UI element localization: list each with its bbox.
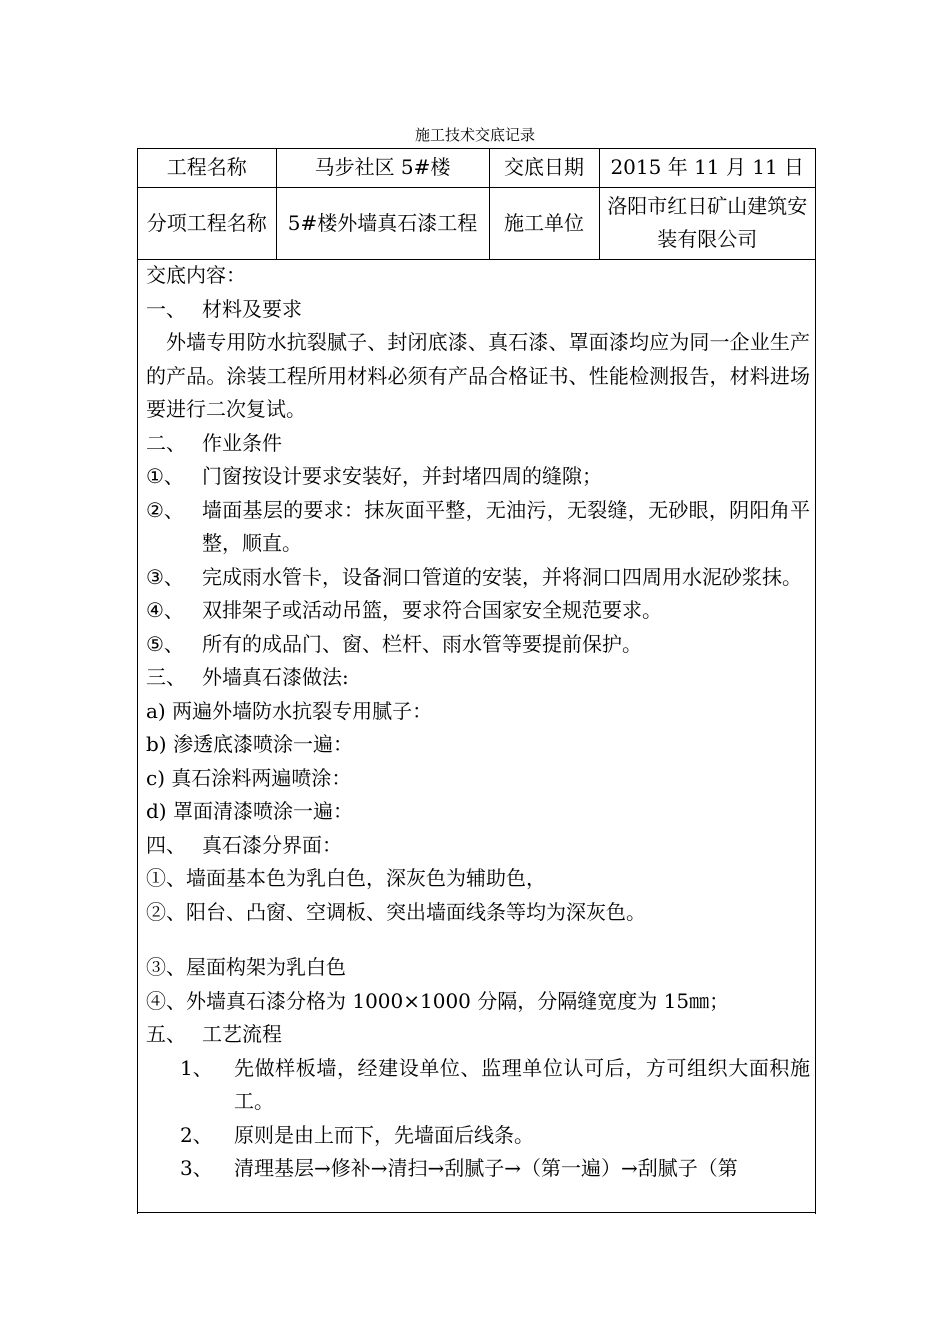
item-text: 所有的成品门、窗、栏杆、雨水管等要提前保护。 bbox=[202, 631, 642, 656]
item-text: 门窗按设计要求安装好，并封堵四周的缝隙； bbox=[202, 464, 602, 488]
item-text: 清理基层→修补→清扫→刮腻子→（第一遍）→刮腻子（第 bbox=[234, 1156, 738, 1180]
list-item bbox=[146, 460, 810, 494]
list-item bbox=[146, 1052, 810, 1119]
disclosure-date-value: 2015 年 11 月 11 日 bbox=[599, 149, 815, 187]
project-name-label: 工程名称 bbox=[138, 149, 276, 187]
project-name-value: 马步社区 5#楼 bbox=[276, 149, 489, 187]
section-title: 作业条件 bbox=[202, 430, 282, 455]
item-number: ③、 bbox=[146, 564, 184, 589]
project-info-table bbox=[138, 149, 815, 260]
subproject-name-label: 分项工程名称 bbox=[138, 187, 276, 259]
list-item: ①、墙面基本色为乳白色，深灰色为辅助色， bbox=[146, 866, 546, 890]
section-heading-method bbox=[146, 661, 810, 695]
list-item bbox=[146, 628, 810, 662]
section-title: 真石漆分界面： bbox=[202, 832, 342, 857]
project-info-row bbox=[138, 149, 815, 187]
list-item bbox=[146, 1119, 810, 1153]
item-number: 3、 bbox=[180, 1156, 213, 1180]
section-title: 材料及要求 bbox=[202, 296, 302, 321]
construction-unit-value: 洛阳市红日矿山建筑安装有限公司 bbox=[599, 187, 815, 259]
item-number: ④、 bbox=[146, 598, 184, 622]
item-number: 2、 bbox=[180, 1122, 213, 1147]
item-number: ①、 bbox=[146, 464, 184, 488]
section-number: 四、 bbox=[146, 832, 186, 857]
materials-paragraph: 外墙专用防水抗裂腻子、封闭底漆、真石漆、罩面漆均应为同一企业生产的产品。涂装工程所用材料必须有产品合格证书、性能检测报告，材料进场要进行二次复试。 bbox=[146, 330, 810, 421]
item-number: ②、 bbox=[146, 497, 184, 522]
content-label: 交底内容： bbox=[146, 263, 246, 287]
section-heading-interface bbox=[146, 829, 810, 863]
item-text: 先做样板墙，经建设单位、监理单位认可后，方可组织大面积施工。 bbox=[234, 1055, 810, 1113]
section-number: 一、 bbox=[146, 296, 186, 321]
subproject-info-row bbox=[138, 187, 815, 259]
subproject-name-value: 5#楼外墙真石漆工程 bbox=[276, 187, 489, 259]
section-number: 三、 bbox=[146, 665, 186, 689]
section-title: 工艺流程 bbox=[202, 1022, 282, 1046]
item-number: ⑤、 bbox=[146, 631, 184, 656]
item-text: 双排架子或活动吊篮，要求符合国家安全规范要求。 bbox=[202, 598, 662, 622]
item-text: 完成雨水管卡，设备洞口管道的安装，并将洞口四周用水泥砂浆抹。 bbox=[202, 564, 802, 589]
list-item bbox=[146, 561, 810, 595]
disclosure-content bbox=[146, 259, 810, 1186]
disclosure-record-sheet bbox=[137, 148, 816, 1214]
disclosure-date-label: 交底日期 bbox=[489, 149, 599, 187]
list-item bbox=[146, 594, 810, 628]
list-item: b) 渗透底漆喷涂一遍： bbox=[146, 732, 353, 756]
list-item: d) 罩面清漆喷涂一遍： bbox=[146, 799, 353, 823]
section-heading-conditions bbox=[146, 427, 810, 461]
section-heading-process bbox=[146, 1018, 810, 1052]
list-item: ④、外墙真石漆分格为 1000×1000 分隔，分隔缝宽度为 15㎜； bbox=[146, 988, 730, 1013]
list-item bbox=[146, 1152, 810, 1186]
list-item: c) 真石涂料两遍喷涂： bbox=[146, 765, 352, 790]
list-item bbox=[146, 494, 810, 561]
item-number: 1、 bbox=[180, 1055, 213, 1080]
section-title: 外墙真石漆做法: bbox=[202, 665, 349, 689]
list-item: ③、屋面构架为乳白色 bbox=[146, 955, 346, 979]
list-item: ②、阳台、凸窗、空调板、突出墙面线条等均为深灰色。 bbox=[146, 899, 646, 924]
section-number: 五、 bbox=[146, 1022, 186, 1046]
item-text: 原则是由上而下，先墙面后线条。 bbox=[234, 1122, 534, 1147]
section-heading-materials bbox=[146, 293, 810, 327]
section-number: 二、 bbox=[146, 430, 186, 455]
page-cut-line bbox=[137, 1212, 816, 1213]
blank-line bbox=[146, 929, 810, 951]
item-text: 墙面基层的要求：抹灰面平整，无油污，无裂缝，无砂眼，阴阳角平整，顺直。 bbox=[202, 497, 810, 555]
list-item: a) 两遍外墙防水抗裂专用腻子： bbox=[146, 698, 433, 723]
document-title: 施工技术交底记录 bbox=[414, 126, 535, 144]
construction-unit-label: 施工单位 bbox=[489, 187, 599, 259]
